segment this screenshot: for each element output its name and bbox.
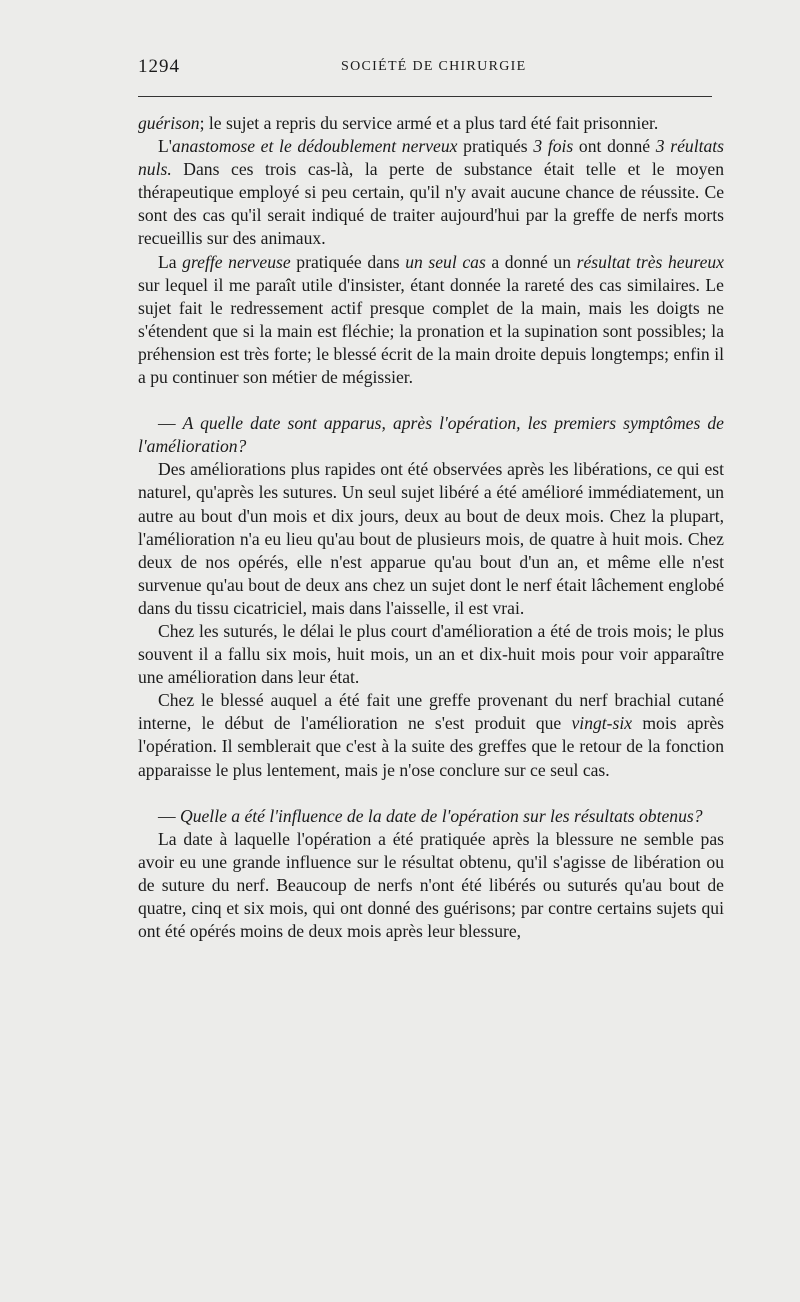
italic-run: 3 réultats nuls.	[138, 136, 725, 180]
italic-run: guérison	[138, 113, 200, 133]
text-run: Dans ces trois cas-là, la perte de substance était telle et le moyen thérapeutique employé si peu certain, qu'il n'y avait aucune chance de réussite. Ce sont des cas qu'il serait indiqué de traiter aujourd'hui par la greffe de nerfs morts recueillis sur des animaux.	[138, 159, 724, 249]
text-run: La date à laquelle l'opération a été pratiquée après la blessure ne semble pas avoir eu une grande influence sur le résultat obtenu, qu'il s'agisse de libération ou de suture du nerf. Beaucoup de nerfs n'ont été libérés ou suturés qu'au bout de quatre, cinq et six mois, qui ont donné des guérisons; par contre certains sujets qui ont été opérés moins de deux mois après leur blessure,	[138, 828, 724, 942]
page-number: 1294	[138, 56, 180, 77]
italic-run: greffe nerveuse	[182, 251, 291, 272]
text-run: Des améliorations plus rapides ont été observées après les libérations, ce qui est naturel, qu'après les sutures. Un seul sujet libéré a été amélioré immédiatement, un autre au bout d'un mois et dix jours, deux au bout de deux mois. Chez la plupart, l'amélioration n'a eu lieu qu'au bout de plusieurs mois, de quatre à huit mois. Chez deux de nos opérés, elle n'est apparue qu'au bout d'un an, et même elle n'est survenue qu'au bout de deux ans chez un sujet dont le nerf était lâchement englobé dans du tissu cicatriciel, mais dans l'aisselle, il est vrai.	[138, 459, 724, 618]
text-run: —	[158, 805, 180, 826]
text-run: mois après l'opération. Il semblerait que c'est à la suite des greffes que le retour de la fonction apparaisse le plus lentement, mais je n'ose conclure sur ce seul cas.	[138, 713, 724, 780]
text-run: pratiqués	[457, 136, 534, 157]
text-run: a donné un	[485, 251, 577, 272]
italic-run: Quelle a été l'influence de la date de l'opération sur les résultats obtenus?	[180, 805, 703, 826]
text-run: Chez les suturés, le délai le plus court d'amélioration a été de trois mois; le plus souvent il a fallu six mois, huit mois, un an et dix-huit mois pour voir apparaître une amélioration dans leur état.	[138, 620, 724, 688]
page-header	[138, 56, 712, 84]
italic-run: A quelle date sont apparus, après l'opération, les premiers symptômes de l'amélioration?	[138, 413, 724, 457]
paragraph	[138, 828, 724, 943]
question-heading	[138, 805, 724, 828]
italic-run: vingt-six	[571, 713, 633, 734]
paragraph	[138, 112, 724, 135]
text-run: pratiquée dans	[290, 251, 406, 272]
running-title: SOCIÉTÉ DE CHIRURGIE	[341, 59, 527, 74]
text-run: sur lequel il me paraît utile d'insister, étant donnée la rareté des cas similaires. Le sujet fait le redressement actif presque complet de la main, mais les doigts ne s'étendent que si la main est fléchie; la pronation et la supination sont possibles; la préhension est très forte; le blessé écrit de la main droite depuis longtemps; enfin il a pu continuer son métier de mégissier.	[138, 274, 724, 388]
italic-run: un seul cas	[405, 251, 486, 272]
text-run: Chez le blessé auquel a été fait une greffe provenant du nerf brachial cutané interne, le début de l'amélioration ne s'est produit que	[138, 690, 724, 734]
body-text	[138, 112, 724, 943]
italic-run: résultat très heureux	[576, 251, 724, 272]
text-run: —	[158, 413, 183, 434]
text-run: ; le sujet a repris du service armé et a plus tard été fait prisonnier.	[199, 113, 659, 133]
paragraph	[138, 135, 724, 250]
header-rule	[138, 96, 712, 97]
text-run: La	[158, 251, 183, 272]
paragraph	[138, 458, 724, 620]
text-run: ont donné	[573, 136, 656, 157]
italic-run: 3 fois	[533, 136, 574, 157]
question-heading	[138, 412, 724, 458]
italic-run: anastomose et le dédoublement nerveux	[171, 136, 458, 157]
paragraph	[138, 251, 724, 390]
text-run: L'	[158, 136, 172, 157]
paragraph	[138, 620, 724, 689]
paragraph	[138, 689, 724, 781]
